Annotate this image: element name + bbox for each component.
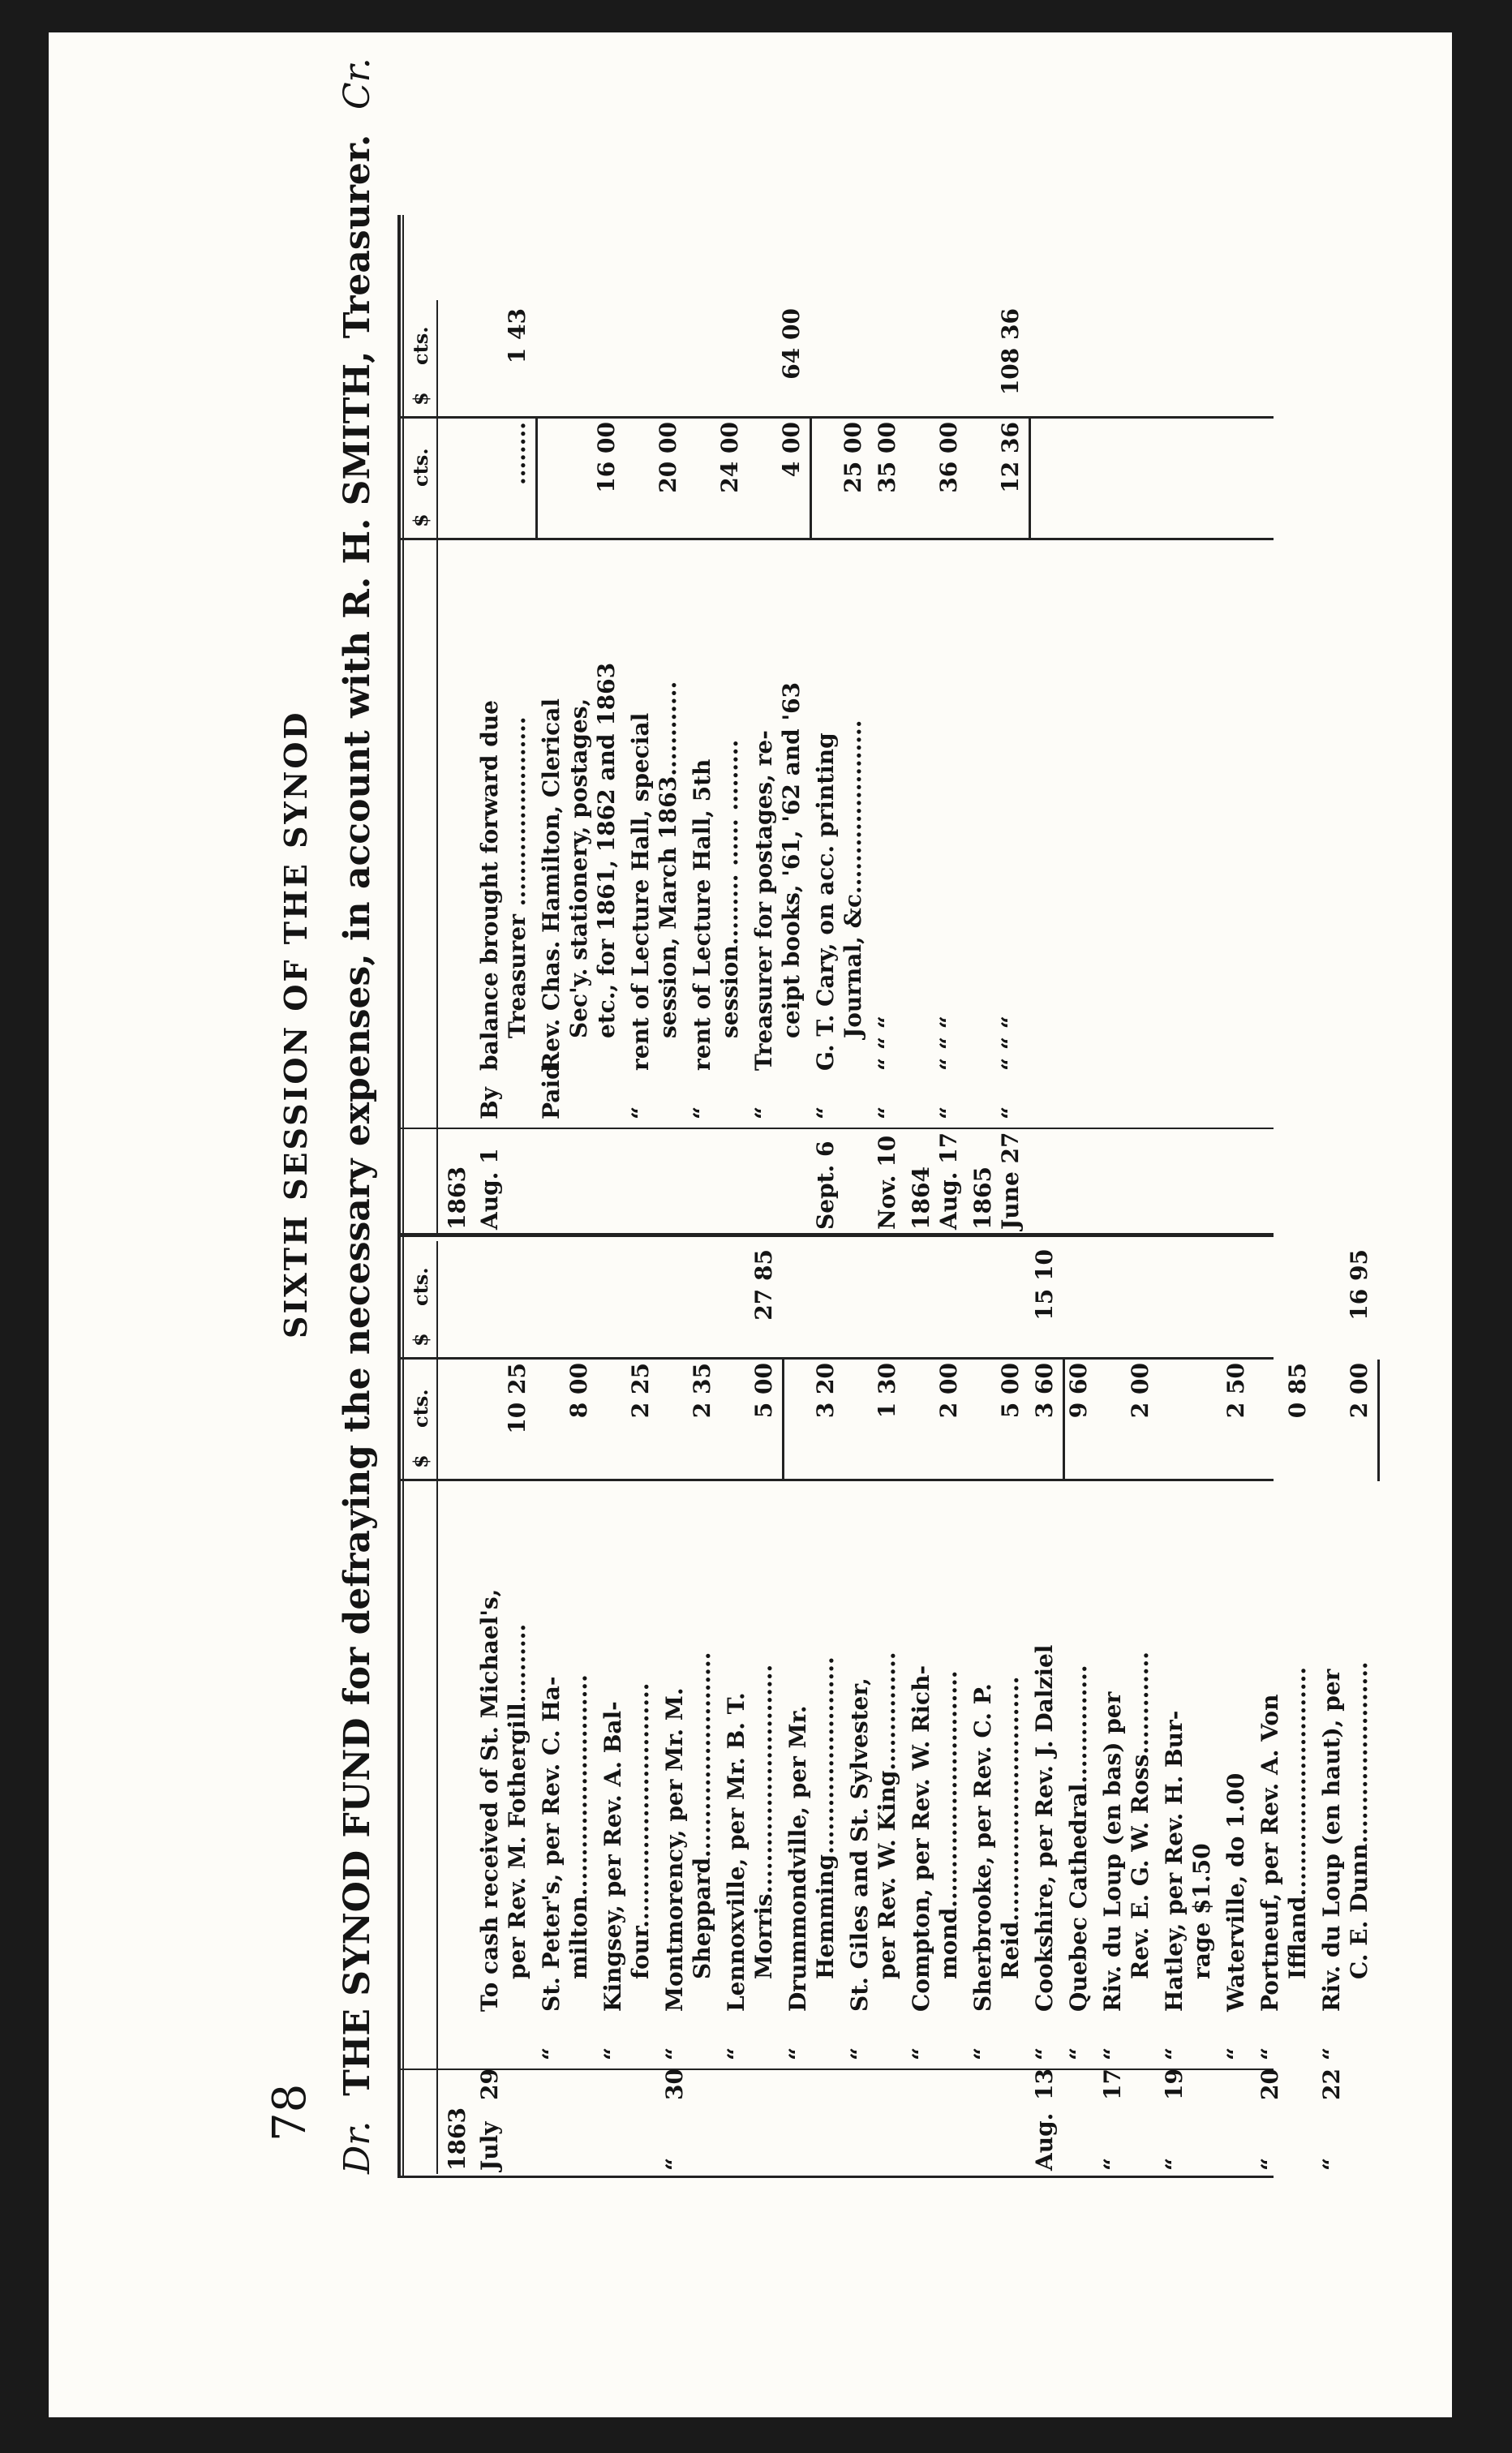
credit-date: Nov. 10 (874, 1135, 900, 1230)
debit-entry-text: Cookshire, per Rev. J. Dalziel (1031, 1644, 1058, 2012)
debit-dollar-header-2: $ (409, 1333, 432, 1347)
debit-entry-text: Quebec Cathedral............... (1065, 1665, 1092, 2012)
credit-subtotal-rule (1029, 419, 1031, 540)
debit-ditto-mark: “ (1161, 2047, 1188, 2060)
debit-day: 19 (1161, 2069, 1188, 2100)
debit-entry-text: Sherbrooke, per Rev. C. P. (969, 1683, 996, 2012)
credit-entry-text: etc., for 1861, 1862 and 1863 (593, 662, 620, 1038)
debit-month: “ (1099, 2157, 1126, 2171)
debit-subtotal-rule (782, 1360, 784, 1481)
debit-cents-header: cts. (409, 1389, 432, 1428)
debit-dollar-header: $ (409, 1454, 432, 1468)
debit-month: “ (661, 2157, 688, 2171)
credit-entry-text: Rev. Chas. Hamilton, Clerical (538, 698, 565, 1071)
credit-date: 1865 (969, 1166, 996, 1230)
table-left-rule (397, 2176, 1274, 2178)
debit-ditto-mark: “ (661, 2047, 688, 2060)
page-number: 78 (264, 2083, 316, 2142)
debit-month: July (476, 2121, 503, 2171)
credit-date: Sept. 6 (812, 1141, 839, 1230)
debit-entry-text: Rev. E. G. W. Ross............. (1127, 1651, 1153, 1979)
session-header: SIXTH SESSION OF THE SYNOD (277, 710, 314, 1338)
debit-month: “ (1318, 2157, 1345, 2171)
debit-ditto-mark: “ (1318, 2047, 1345, 2060)
debit-total: 27 85 (750, 1249, 777, 1321)
debit-ditto-mark: “ (908, 2047, 934, 2060)
debit-entry-text: C. E. Dunn....................... (1346, 1661, 1372, 1979)
debit-ditto-mark: “ (599, 2047, 626, 2060)
debit-amount-divider (397, 1479, 1274, 1481)
credit-date-divider (397, 1128, 1274, 1129)
debit-total: 15 10 (1031, 1249, 1058, 1321)
credit-amount: 24 00 (716, 422, 743, 493)
debit-ditto-mark: “ (1065, 2047, 1092, 2060)
debit-ditto-mark: “ (969, 2047, 996, 2060)
credit-dollar-header-2: $ (409, 392, 432, 406)
debit-amount: 5 00 (750, 1363, 777, 1419)
debit-entry-text: To cash received of St. Michael's, (476, 1588, 503, 2012)
debit-day: 22 (1318, 2069, 1345, 2100)
debit-entry-text: mond.............................. (935, 1670, 962, 1979)
credit-entry-text: ceipt books, '61, '62 and '63 (778, 681, 805, 1038)
credit-amount-divider (397, 538, 1274, 540)
credit-entry-text: Sec'y. stationery, postages, (565, 698, 592, 1038)
debit-entry-text: Montmorency, per Mr. M. (661, 1687, 688, 2012)
debit-header-rule (436, 1241, 438, 2174)
debit-amount: 2 00 (1127, 1363, 1153, 1419)
credit-amount: 36 00 (935, 422, 962, 493)
debit-year: 1863 (444, 2107, 470, 2171)
credit-ditto-mark: “ (627, 1106, 654, 1119)
debit-entry-text: Lennoxville, per Mr. B. T. (723, 1692, 750, 2012)
debit-total-divider (397, 1357, 1274, 1360)
credit-ditto-mark: “ (997, 1106, 1024, 1119)
debit-ditto-mark: “ (723, 2047, 750, 2060)
credit-entry-text: “ “ “ (935, 1016, 962, 1071)
debit-month: “ (1161, 2157, 1188, 2171)
debit-ditto-mark: “ (784, 2047, 811, 2060)
debit-entry-text: Drummondville, per Mr. (784, 1705, 811, 2012)
credit-entry-text: balance brought forward due (476, 700, 503, 1071)
credit-dollar-header: $ (409, 513, 432, 527)
credit-ditto-mark: “ (935, 1106, 962, 1119)
title-text: THE SYNOD FUND for defraying the necessary expenses, in account with R. H. SMITH, Treasurer. (337, 134, 378, 2096)
credit-subtotal-rule (810, 419, 812, 540)
credit-ditto-mark: “ (812, 1106, 839, 1119)
table-top-rule (397, 215, 401, 2178)
rotated-ledger (49, 32, 1452, 2417)
debit-day: 30 (661, 2069, 688, 2100)
debit-cents-header-2: cts. (409, 1267, 432, 1306)
credit-entry-text: Treasurer ........................ (504, 716, 530, 1038)
debit-entry-text: Riv. du Loup (en bas) per (1099, 1691, 1126, 2012)
debit-amount: 10 25 (504, 1363, 530, 1434)
debit-total: 16 95 (1346, 1249, 1372, 1321)
debit-entry-text: Portneuf, per Rev. A. Von (1256, 1694, 1283, 2012)
debit-amount: 0 85 (1284, 1363, 1311, 1419)
debit-month: Aug. (1031, 2112, 1058, 2171)
debit-entry-text: four............................... (627, 1682, 654, 1979)
debit-entry-text: Hatley, per Rev. H. Bur- (1161, 1710, 1188, 2012)
credit-entry-text: session......... ...... ......... (716, 739, 743, 1038)
debit-entry-text: St. Giles and St. Sylvester, (846, 1678, 873, 2012)
cr-label: Cr. (337, 58, 378, 110)
debit-amount: 1 30 (874, 1363, 900, 1419)
credit-total: 64 00 (778, 308, 805, 380)
debit-entry-text: Compton, per Rev. W. Rich- (908, 1665, 934, 2012)
credit-amount: 12 36 (997, 422, 1024, 493)
debit-entry-text: Hemming......................... (812, 1656, 839, 1979)
credit-entry-text: G. T. Cary, on acc. printing (812, 732, 839, 1071)
debit-subtotal-rule (1377, 1360, 1380, 1481)
debit-amount: 2 35 (689, 1363, 715, 1419)
credit-amount: 25 00 (840, 422, 866, 493)
debit-entry-text: rage $1.50 (1188, 1843, 1215, 1979)
credit-ditto-mark: “ (689, 1106, 715, 1119)
debit-entry-text: Kingsey, per Rev. A. Bal- (599, 1701, 626, 2012)
credit-entry-text: rent of Lecture Hall, 5th (689, 758, 715, 1071)
credit-total: 108 36 (997, 308, 1024, 396)
debit-entry-text: Reid............................... (997, 1676, 1024, 1979)
debit-amount: 2 50 (1222, 1363, 1249, 1419)
credit-date: 1864 (908, 1166, 934, 1230)
debit-entry-text: Iffland............................. (1284, 1666, 1311, 1979)
debit-entry-text: per Rev. W. King............... (874, 1652, 900, 1979)
credit-cents-header-2: cts. (409, 326, 432, 365)
debit-day: 20 (1256, 2069, 1283, 2100)
page (49, 32, 1452, 2417)
debit-entry-text: Sheppard.......................... (689, 1652, 715, 1979)
debit-ditto-mark: “ (538, 2047, 565, 2060)
credit-entry-text: session, March 1863............ (655, 681, 681, 1038)
debit-day: 17 (1099, 2069, 1126, 2100)
table-top-rule-2 (402, 215, 404, 2178)
credit-amount: 20 00 (655, 422, 681, 493)
debit-amount: 9 60 (1065, 1363, 1092, 1419)
debit-date-divider (397, 2069, 1274, 2070)
credit-total-divider (397, 416, 1274, 419)
debit-entry-text: per Rev. M. Fothergill.......... (504, 1623, 530, 1979)
credit-ditto-mark: “ (750, 1106, 777, 1119)
credit-date: Aug. 1 (476, 1148, 503, 1230)
credit-entry-text: Journal, &c...................... (840, 720, 866, 1038)
credit-entry-text: “ “ “ (874, 1016, 900, 1071)
credit-date: June 27 (997, 1132, 1024, 1230)
credit-ditto-mark: Paid (538, 1063, 565, 1119)
credit-total: 1 43 (504, 308, 530, 364)
credit-amount: 16 00 (593, 422, 620, 493)
debit-entry-text: St. Peter's, per Rev. C. Ha- (538, 1676, 565, 2012)
debit-entry-text: Riv. du Loup (en haut), per (1318, 1669, 1345, 2012)
credit-ditto-mark: By (476, 1087, 503, 1119)
debit-amount: 8 00 (565, 1363, 592, 1419)
debit-amount: 5 00 (997, 1363, 1024, 1419)
debit-entry-text: milton............................ (565, 1674, 592, 1979)
debit-entry-text: Waterville, do 1.00 (1222, 1772, 1249, 2012)
credit-subtotal-rule (535, 419, 538, 540)
center-divider (397, 1233, 1274, 1237)
credit-date: Aug. 17 (935, 1132, 962, 1230)
debit-amount: 2 00 (935, 1363, 962, 1419)
credit-amount: ........ (504, 422, 530, 485)
debit-entry-text: Morris............................. (750, 1664, 777, 1979)
credit-entry-text: Treasurer for postages, re- (750, 730, 777, 1071)
credit-amount: 4 00 (778, 422, 805, 478)
debit-amount: 2 25 (627, 1363, 654, 1419)
dr-label: Dr. (337, 2120, 378, 2174)
debit-ditto-mark: “ (846, 2047, 873, 2060)
credit-ditto-mark: “ (874, 1106, 900, 1119)
debit-month: “ (1256, 2157, 1283, 2171)
debit-ditto-mark: “ (1256, 2047, 1283, 2060)
debit-amount: 3 20 (812, 1363, 839, 1419)
debit-day: 13 (1031, 2069, 1058, 2100)
credit-amount: 35 00 (874, 422, 900, 493)
debit-ditto-mark: “ (1031, 2047, 1058, 2060)
credit-cents-header: cts. (409, 448, 432, 487)
debit-day: 29 (476, 2069, 503, 2100)
debit-amount: 3 60 (1031, 1363, 1058, 1419)
debit-ditto-mark: “ (1099, 2047, 1126, 2060)
credit-entry-text: “ “ “ (997, 1016, 1024, 1071)
account-title (337, 58, 378, 2174)
credit-year: 1863 (444, 1166, 470, 1230)
credit-entry-text: rent of Lecture Hall, special (627, 712, 654, 1071)
credit-header-rule (436, 300, 438, 1233)
debit-amount: 2 00 (1346, 1363, 1372, 1419)
debit-ditto-mark: “ (1222, 2047, 1249, 2060)
